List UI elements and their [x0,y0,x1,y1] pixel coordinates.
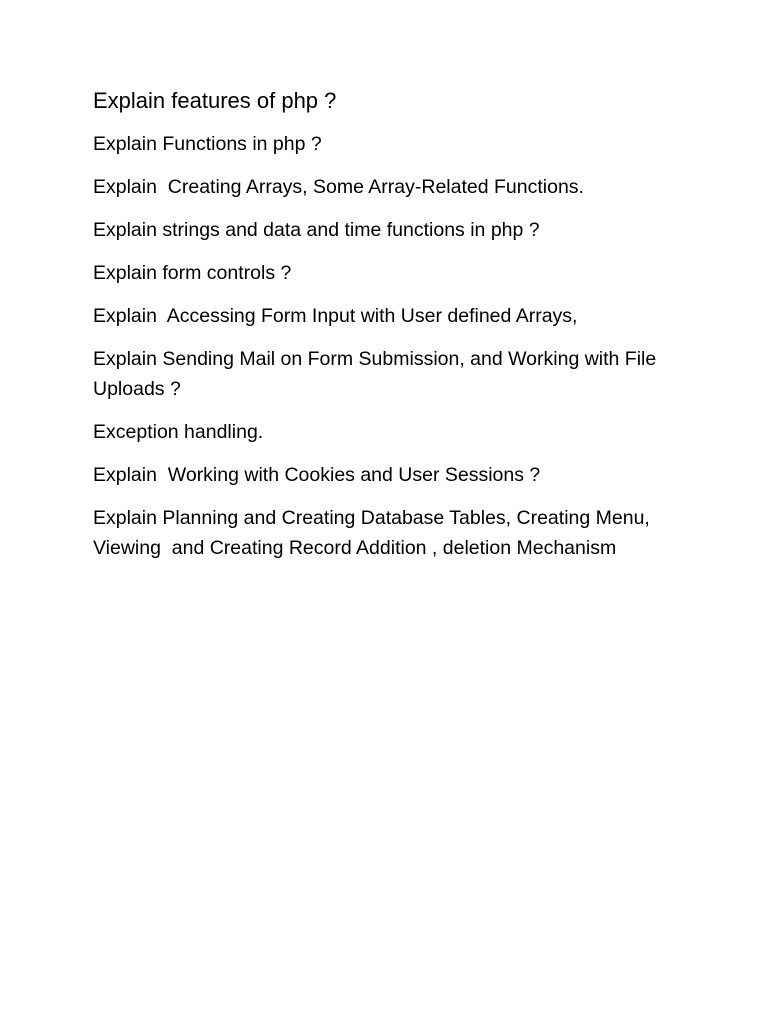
document-title: Explain features of php ? [93,88,337,113]
question-item: Explain strings and data and time functions in php ? [93,219,540,241]
question-item: Explain Functions in php ? [93,133,322,155]
question-item: Explain form controls ? [93,262,292,284]
question-item: Explain Sending Mail on Form Submission, and Working with File Uploads ? [93,348,662,400]
question-item: Exception handling. [93,421,264,443]
question-item: Explain Accessing Form Input with User defined Arrays, [93,305,578,327]
question-item: Explain Creating Arrays, Some Array-Related Functions. [93,176,584,198]
question-item: Explain Working with Cookies and User Sessions ? [93,464,541,486]
question-item: Explain Planning and Creating Database Tables, Creating Menu, Viewing and Creating Record Addition , deletion Mechanism [93,507,656,559]
